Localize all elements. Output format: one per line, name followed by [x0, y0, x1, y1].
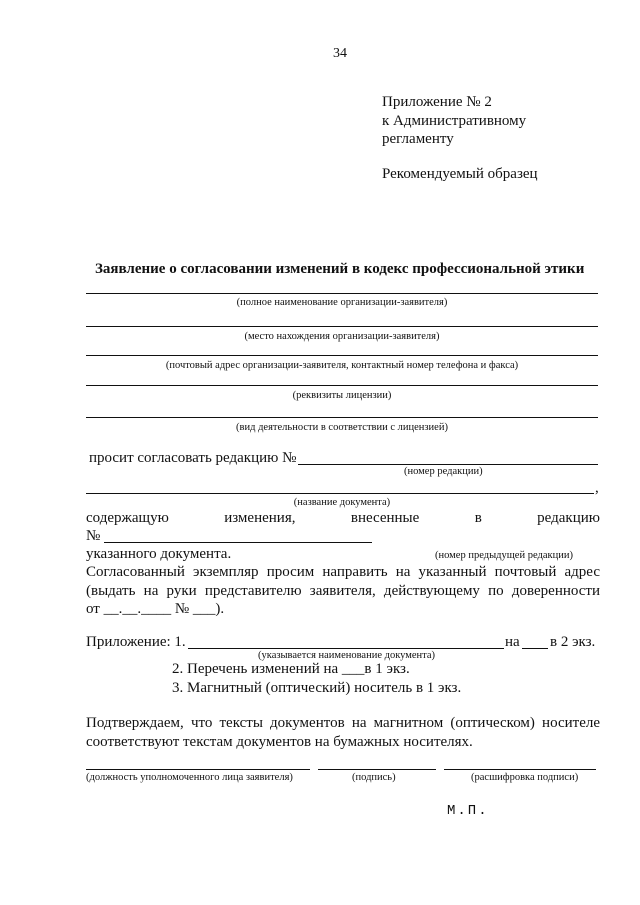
request-text: просит согласовать редакцию № — [89, 450, 297, 466]
copy-text-line-2: (выдать на руки представителю заявителя, действующему по доверенности — [86, 583, 600, 599]
signature-decode-caption: (расшифровка подписи) — [471, 772, 579, 783]
confirm-line-1: Подтверждаем, что тексты документов на магнитном (оптическом) носителе — [86, 715, 600, 731]
org-location-caption: (место нахождения организации-заявителя) — [244, 331, 440, 342]
confirm-line-2: соответствуют текстам документов на бумажных носителях. — [86, 734, 473, 750]
containing-line — [86, 510, 600, 527]
org-name-line[interactable] — [86, 293, 598, 294]
license-line[interactable] — [86, 385, 598, 386]
specified-doc-text: указанного документа. — [86, 546, 232, 562]
attachment-on: на — [505, 634, 520, 650]
prev-edition-caption: (номер предыдущей редакции) — [435, 550, 573, 561]
postal-caption: (почтовый адрес организации-заявителя, контактный номер телефона и факса) — [165, 360, 519, 371]
signature-caption: (подпись) — [352, 772, 396, 783]
attachment-label: Приложение: 1. — [86, 634, 186, 650]
containing-word: внесенные — [350, 510, 420, 526]
containing-word: содержащую — [86, 510, 169, 526]
org-name-caption: (полное наименование организации-заявителя) — [236, 297, 448, 308]
edition-number-caption: (номер редакции) — [404, 466, 483, 477]
containing-word: в — [474, 510, 482, 526]
document-title: Заявление о согласовании изменений в кодекс профессиональной этики — [95, 261, 585, 277]
attachment-item-3: 3. Магнитный (оптический) носитель в 1 экз. — [172, 680, 462, 696]
attachment-doc-caption: (указывается наименование документа) — [258, 650, 436, 661]
postal-line[interactable] — [86, 355, 598, 356]
copy-text-line-1: Согласованный экземпляр просим направить на указанный почтовый адрес — [86, 564, 600, 580]
position-line[interactable] — [86, 769, 310, 770]
license-caption: (реквизиты лицензии) — [292, 390, 392, 401]
position-caption: (должность уполномоченного лица заявителя) — [86, 772, 293, 783]
attachment-copies: в 2 экз. — [550, 634, 596, 650]
copy-text-line-3: от __.__.____ № ___). — [86, 601, 225, 617]
number-sign: № — [86, 528, 101, 544]
appendix-line-1: Приложение № 2 — [382, 94, 492, 110]
org-location-line[interactable] — [86, 326, 598, 327]
page-number: 34 — [333, 46, 347, 61]
edition-number-line[interactable] — [298, 464, 598, 465]
sample-label: Рекомендуемый образец — [382, 166, 538, 182]
appendix-line-2: к Административному — [382, 113, 527, 129]
attachment-item-2: 2. Перечень изменений на ___в 1 экз. — [172, 661, 410, 677]
appendix-line-3: регламенту — [382, 131, 454, 147]
activity-caption: (вид деятельности в соответствии с лицензией) — [236, 422, 448, 433]
signature-decode-line[interactable] — [444, 769, 596, 770]
doc-name-comma: , — [595, 480, 599, 496]
prev-edition-line[interactable] — [104, 542, 372, 543]
stamp-label: М.П. — [447, 803, 489, 819]
signature-line[interactable] — [318, 769, 436, 770]
containing-word: редакцию — [537, 510, 600, 526]
doc-name-line[interactable] — [86, 493, 594, 494]
containing-word: изменения, — [224, 510, 296, 526]
activity-line[interactable] — [86, 417, 598, 418]
doc-name-caption: (название документа) — [293, 497, 391, 508]
attachment-doc-line[interactable] — [188, 648, 504, 649]
attachment-pages-line[interactable] — [522, 648, 548, 649]
